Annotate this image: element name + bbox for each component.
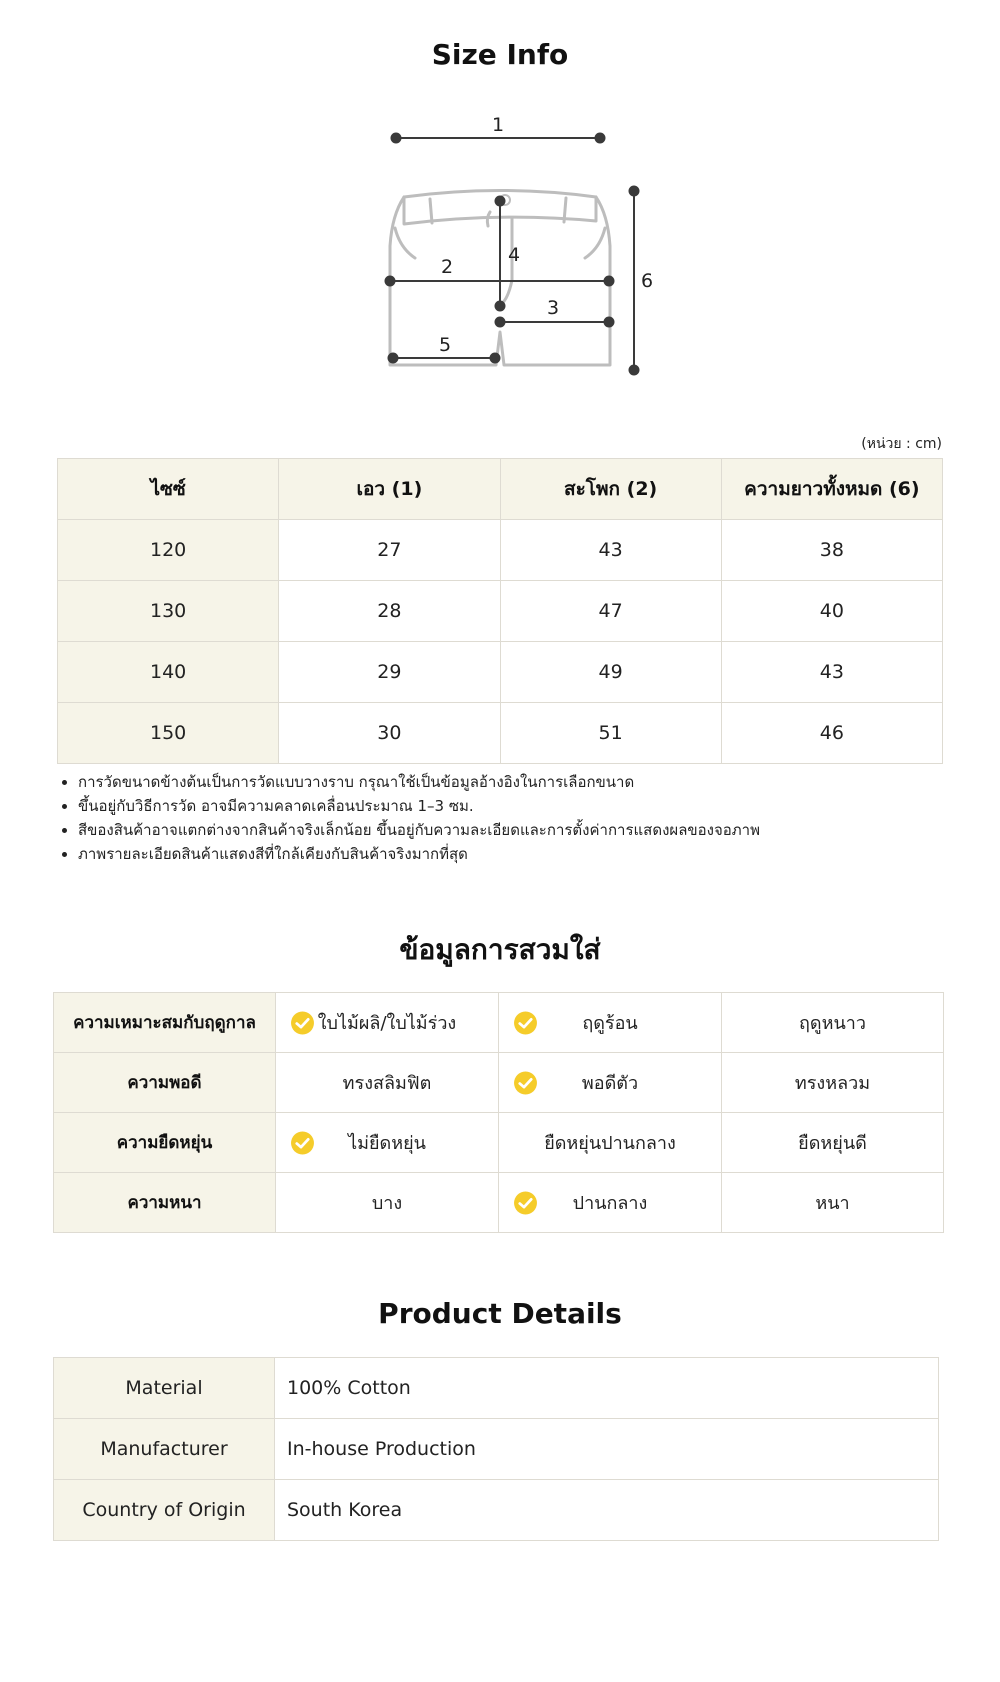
table-row <box>54 1173 944 1233</box>
wear-option-label: ใบไม้ผลิ/ใบไม้ร่วง <box>317 1013 457 1034</box>
diagram-label-2: 2 <box>440 256 454 278</box>
wear-option-label: ยืดหยุ่นปานกลาง <box>544 1133 676 1154</box>
detail-value-origin: South Korea <box>275 1480 939 1541</box>
waist-cell: 28 <box>279 581 500 642</box>
wear-option-cell <box>722 1053 944 1113</box>
length-cell: 46 <box>721 703 942 764</box>
wear-option-label: ทรงสลิมฟิต <box>342 1073 432 1094</box>
detail-value-material: 100% Cotton <box>275 1358 939 1419</box>
measurement-notes <box>58 770 760 866</box>
waist-cell: 30 <box>279 703 500 764</box>
table-row <box>54 993 944 1053</box>
shorts-measurement-diagram <box>0 100 1000 410</box>
hip-cell: 47 <box>500 581 721 642</box>
size-header-hip: สะโพก (2) <box>500 459 721 520</box>
table-row <box>54 1053 944 1113</box>
diagram-label-5: 5 <box>438 334 452 356</box>
check-circle-icon <box>513 1010 538 1035</box>
diagram-label-1: 1 <box>491 114 505 136</box>
diagram-label-4: 4 <box>507 244 521 266</box>
diagram-label-3: 3 <box>546 297 560 319</box>
length-cell: 40 <box>721 581 942 642</box>
diagram-label-6: 6 <box>640 270 654 292</box>
wear-option-label: ปานกลาง <box>572 1193 648 1214</box>
size-table <box>57 458 943 764</box>
wear-option-cell <box>499 1113 722 1173</box>
table-row <box>54 1113 944 1173</box>
list-item: • ขึ้นอยู่กับวิธีการวัด อาจมีความคลาดเคลื่อนประมาณ 1–3 ซม. <box>78 794 760 818</box>
wear-option-cell <box>722 1173 944 1233</box>
size-cell: 130 <box>58 581 279 642</box>
wear-option-label: ไม่ยืดหยุ่น <box>348 1133 426 1154</box>
size-info-title: Size Info <box>431 38 569 71</box>
wear-row-label: ความยืดหยุ่น <box>54 1113 276 1173</box>
wear-option-cell <box>499 1053 722 1113</box>
wear-option-cell <box>499 1173 722 1233</box>
wear-option-label: บาง <box>371 1193 403 1214</box>
size-cell: 150 <box>58 703 279 764</box>
product-details-title: Product Details <box>378 1297 622 1330</box>
waist-cell: 29 <box>279 642 500 703</box>
size-header-waist: เอว (1) <box>279 459 500 520</box>
hip-cell: 49 <box>500 642 721 703</box>
table-row <box>54 1358 939 1419</box>
unit-note: (หน่วย : cm) <box>861 436 942 452</box>
check-circle-icon <box>290 1130 315 1155</box>
check-circle-icon <box>513 1070 538 1095</box>
wear-option-label: ฤดูร้อน <box>582 1013 638 1034</box>
wear-option-cell <box>276 1053 499 1113</box>
wear-option-label: ทรงหลวม <box>794 1073 871 1094</box>
list-item: • การวัดขนาดข้างต้นเป็นการวัดแบบวางราบ กรุณาใช้เป็นข้อมูลอ้างอิงในการเลือกขนาด <box>78 770 760 794</box>
wear-row-label: ความเหมาะสมกับฤดูกาล <box>54 993 276 1053</box>
wear-option-label: หนา <box>815 1193 850 1214</box>
table-row <box>58 642 943 703</box>
length-cell: 38 <box>721 520 942 581</box>
table-row <box>54 1480 939 1541</box>
detail-label-material: Material <box>54 1358 275 1419</box>
wear-option-cell <box>276 993 499 1053</box>
hip-cell: 43 <box>500 520 721 581</box>
check-circle-icon <box>290 1010 315 1035</box>
list-item: • สีของสินค้าอาจแตกต่างจากสินค้าจริงเล็กน้อย ขึ้นอยู่กับความละเอียดและการตั้งค่าการแสดงผลของจอภาพ <box>78 818 760 842</box>
detail-label-origin: Country of Origin <box>54 1480 275 1541</box>
check-circle-icon <box>513 1190 538 1215</box>
size-header-length: ความยาวทั้งหมด (6) <box>721 459 942 520</box>
wear-info-table <box>53 992 944 1233</box>
detail-label-manufacturer: Manufacturer <box>54 1419 275 1480</box>
wear-option-label: พอดีตัว <box>581 1073 639 1094</box>
size-header-size: ไซซ์ <box>58 459 279 520</box>
size-cell: 140 <box>58 642 279 703</box>
hip-cell: 51 <box>500 703 721 764</box>
waist-cell: 27 <box>279 520 500 581</box>
detail-value-manufacturer: In-house Production <box>275 1419 939 1480</box>
wear-option-label: ฤดูหนาว <box>799 1013 866 1034</box>
wear-row-label: ความหนา <box>54 1173 276 1233</box>
table-row <box>58 520 943 581</box>
wear-info-title: ข้อมูลการสวมใส่ <box>399 933 601 966</box>
wear-option-cell <box>722 993 944 1053</box>
list-item: • ภาพรายละเอียดสินค้าแสดงสีที่ใกล้เคียงกับสินค้าจริงมากที่สุด <box>78 842 760 866</box>
wear-row-label: ความพอดี <box>54 1053 276 1113</box>
wear-option-cell <box>722 1113 944 1173</box>
wear-option-cell <box>276 1113 499 1173</box>
table-row <box>58 703 943 764</box>
size-table-header-row <box>58 459 943 520</box>
table-row <box>54 1419 939 1480</box>
wear-option-cell <box>499 993 722 1053</box>
product-details-table <box>53 1357 939 1541</box>
table-row <box>58 581 943 642</box>
size-cell: 120 <box>58 520 279 581</box>
wear-option-cell <box>276 1173 499 1233</box>
length-cell: 43 <box>721 642 942 703</box>
wear-option-label: ยืดหยุ่นดี <box>798 1133 867 1154</box>
